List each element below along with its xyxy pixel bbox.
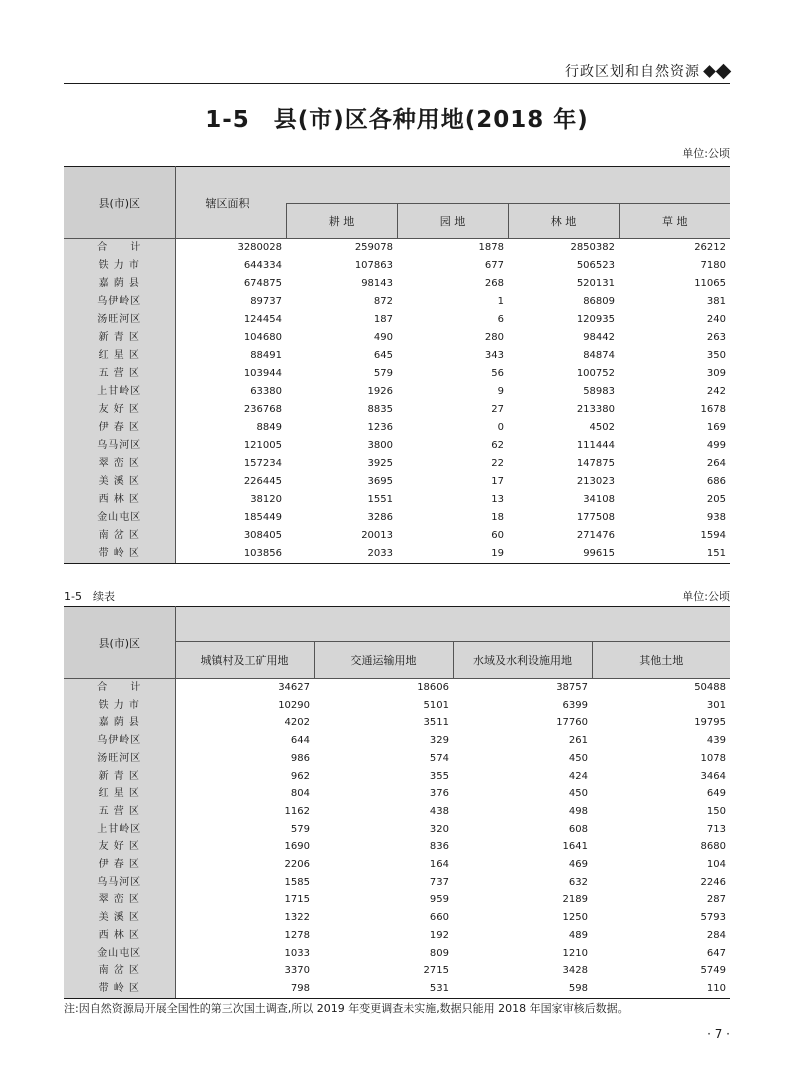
table-row: [64, 401, 730, 419]
value-cell: 8849: [256, 422, 282, 433]
value-cell: 579: [290, 823, 310, 835]
value-cell: 320: [429, 823, 449, 835]
value-cell: 2033: [286, 545, 397, 564]
value-cell: 376: [429, 788, 449, 800]
value-cell: 9: [497, 386, 504, 397]
value-cell: 350: [706, 350, 726, 361]
land-use-table-continued: [64, 606, 730, 999]
value-cell: 1641: [562, 841, 588, 853]
value-cell: 2715: [423, 965, 449, 977]
value-cell: 438: [429, 805, 449, 817]
value-cell: 103944: [243, 368, 282, 379]
row-name-cell: 伊 春 区: [64, 419, 175, 437]
value-cell: 809: [429, 947, 449, 959]
value-cell: 1236: [367, 422, 393, 433]
col-header: 水域及水利设施用地: [453, 642, 592, 679]
value-cell: 84874: [583, 350, 615, 361]
value-cell: 4502: [589, 422, 615, 433]
table2-unit: 单位:公顷: [682, 590, 730, 603]
value-cell: 86809: [583, 296, 615, 307]
value-cell: 1678: [700, 404, 726, 415]
value-cell: 20013: [361, 530, 393, 541]
table-row: [64, 945, 730, 963]
value-cell: 3511: [423, 717, 449, 729]
value-cell: 261: [568, 735, 588, 747]
value-cell: 3370: [284, 965, 310, 977]
diamond-icon: [703, 65, 716, 78]
value-cell: 2206: [284, 859, 310, 871]
table-row: [64, 437, 730, 455]
value-cell: 104680: [243, 332, 282, 343]
value-cell: 88491: [250, 350, 282, 361]
row-name-cell: 南 岔 区: [64, 527, 175, 545]
row-name-cell: 翠 峦 区: [64, 891, 175, 909]
value-cell: 1078: [700, 752, 726, 764]
value-cell: 18: [491, 512, 504, 523]
table-row: [64, 383, 730, 401]
value-cell: 301: [706, 699, 726, 711]
value-cell: 308405: [243, 530, 282, 541]
value-cell: 804: [290, 788, 310, 800]
table-row: [64, 545, 730, 564]
col-header: 草 地: [619, 204, 730, 239]
value-cell: 3428: [562, 965, 588, 977]
value-cell: 100752: [576, 368, 615, 379]
value-cell: 959: [429, 894, 449, 906]
table-row: [64, 909, 730, 927]
value-cell: 2850382: [508, 239, 619, 258]
value-cell: 7180: [700, 260, 726, 271]
value-cell: 309: [706, 368, 726, 379]
table-row: [64, 473, 730, 491]
value-cell: 259078: [286, 239, 397, 258]
value-cell: 1162: [284, 805, 310, 817]
value-cell: 645: [373, 350, 393, 361]
value-cell: 205: [706, 494, 726, 505]
row-name-cell: 乌伊岭区: [64, 293, 175, 311]
value-cell: 264: [706, 458, 726, 469]
table-row: [64, 874, 730, 892]
value-cell: 381: [706, 296, 726, 307]
col-header: 其他土地: [592, 642, 730, 679]
value-cell: 608: [568, 823, 588, 835]
table-row: [64, 856, 730, 874]
value-cell: 986: [290, 752, 310, 764]
value-cell: 1: [497, 296, 504, 307]
value-cell: 99615: [508, 545, 619, 564]
value-cell: 63380: [250, 386, 282, 397]
value-cell: 18606: [314, 679, 453, 697]
value-cell: 737: [429, 876, 449, 888]
value-cell: 192: [429, 929, 449, 941]
diamond-icon: [716, 63, 732, 79]
value-cell: 185449: [243, 512, 282, 523]
table-row: [64, 311, 730, 329]
value-cell: 0: [497, 422, 504, 433]
table-row: [64, 509, 730, 527]
row-name-cell: 美 溪 区: [64, 473, 175, 491]
row-name-cell: 五 营 区: [64, 803, 175, 821]
value-cell: 1551: [367, 494, 393, 505]
value-cell: 2189: [562, 894, 588, 906]
value-cell: 2246: [700, 876, 726, 888]
value-cell: 329: [429, 735, 449, 747]
value-cell: 450: [568, 752, 588, 764]
value-cell: 164: [429, 859, 449, 871]
row-name-cell: 汤旺河区: [64, 750, 175, 768]
table-row: [64, 750, 730, 768]
value-cell: 489: [568, 929, 588, 941]
value-cell: 520131: [576, 278, 615, 289]
col-header: 园 地: [397, 204, 508, 239]
value-cell: 157234: [243, 458, 282, 469]
row-name-cell: 乌伊岭区: [64, 732, 175, 750]
value-cell: 121005: [243, 440, 282, 451]
value-cell: 506523: [576, 260, 615, 271]
value-cell: 1322: [284, 912, 310, 924]
value-cell: 343: [484, 350, 504, 361]
value-cell: 5749: [700, 965, 726, 977]
value-cell: 1690: [284, 841, 310, 853]
value-cell: 836: [429, 841, 449, 853]
row-name-cell: 乌马河区: [64, 437, 175, 455]
table-row: [64, 347, 730, 365]
value-cell: 98143: [361, 278, 393, 289]
rowhead-label: 县(市)区: [64, 167, 175, 239]
value-cell: 574: [429, 752, 449, 764]
value-cell: 17: [491, 476, 504, 487]
value-cell: 280: [484, 332, 504, 343]
value-cell: 686: [706, 476, 726, 487]
value-cell: 89737: [250, 296, 282, 307]
value-cell: 6399: [562, 699, 588, 711]
value-cell: 8835: [367, 404, 393, 415]
header-rule: [64, 83, 730, 84]
value-cell: 17760: [556, 717, 588, 729]
table-row: [64, 821, 730, 839]
table-row: [64, 239, 730, 258]
table-row: [64, 697, 730, 715]
value-cell: 111444: [576, 440, 615, 451]
row-name-cell: 嘉 荫 县: [64, 275, 175, 293]
value-cell: 1878: [397, 239, 508, 258]
table-row: [64, 714, 730, 732]
value-cell: 598: [453, 980, 592, 998]
row-name-cell: 乌马河区: [64, 874, 175, 892]
value-cell: 579: [373, 368, 393, 379]
value-cell: 962: [290, 770, 310, 782]
value-cell: 469: [568, 859, 588, 871]
table-row: [64, 927, 730, 945]
value-cell: 8680: [700, 841, 726, 853]
table-row: [64, 275, 730, 293]
value-cell: 287: [706, 894, 726, 906]
row-name-cell: 合 计: [64, 679, 175, 697]
value-cell: 187: [373, 314, 393, 325]
chapter-header: [557, 58, 729, 84]
value-cell: 644334: [243, 260, 282, 271]
value-cell: 147875: [576, 458, 615, 469]
value-cell: 649: [706, 788, 726, 800]
value-cell: 104: [706, 859, 726, 871]
value-cell: 236768: [243, 404, 282, 415]
value-cell: 124454: [243, 314, 282, 325]
value-cell: 56: [491, 368, 504, 379]
table-row: [64, 419, 730, 437]
value-cell: 19795: [694, 717, 726, 729]
value-cell: 11065: [694, 278, 726, 289]
rowhead-label: 县(市)区: [64, 607, 175, 679]
value-cell: 62: [491, 440, 504, 451]
value-cell: 3464: [700, 770, 726, 782]
value-cell: 10290: [278, 699, 310, 711]
table-row: [64, 491, 730, 509]
value-cell: 1278: [284, 929, 310, 941]
row-name-cell: 带 岭 区: [64, 545, 175, 564]
row-name-cell: 红 星 区: [64, 785, 175, 803]
row-name-cell: 金山屯区: [64, 945, 175, 963]
value-cell: 110: [592, 980, 730, 998]
row-name-cell: 美 溪 区: [64, 909, 175, 927]
table-row: [64, 329, 730, 347]
value-cell: 284: [706, 929, 726, 941]
value-cell: 271476: [576, 530, 615, 541]
value-cell: 34627: [175, 679, 314, 697]
table-row: [64, 455, 730, 473]
value-cell: 22: [491, 458, 504, 469]
row-name-cell: 嘉 荫 县: [64, 714, 175, 732]
value-cell: 713: [706, 823, 726, 835]
table-row: [64, 962, 730, 980]
table-row: [64, 803, 730, 821]
table-row: [64, 891, 730, 909]
table-row: [64, 768, 730, 786]
value-cell: 3280028: [175, 239, 286, 258]
value-cell: 240: [706, 314, 726, 325]
row-name-cell: 上甘岭区: [64, 821, 175, 839]
value-cell: 632: [568, 876, 588, 888]
value-cell: 424: [568, 770, 588, 782]
value-cell: 13: [491, 494, 504, 505]
row-name-cell: 铁 力 市: [64, 697, 175, 715]
value-cell: 450: [568, 788, 588, 800]
value-cell: 5793: [700, 912, 726, 924]
value-cell: 38757: [453, 679, 592, 697]
value-cell: 120935: [576, 314, 615, 325]
value-cell: 938: [706, 512, 726, 523]
row-name-cell: 友 好 区: [64, 401, 175, 419]
row-name-cell: 伊 春 区: [64, 856, 175, 874]
row-name-cell: 红 星 区: [64, 347, 175, 365]
page-title: 1-5 县(市)区各种用地(2018 年): [205, 107, 589, 133]
value-cell: 27: [491, 404, 504, 415]
value-cell: 58983: [583, 386, 615, 397]
value-cell: 644: [290, 735, 310, 747]
value-cell: 660: [429, 912, 449, 924]
row-name-cell: 翠 峦 区: [64, 455, 175, 473]
value-cell: 674875: [243, 278, 282, 289]
table2-label: 1-5 续表: [64, 590, 115, 603]
col-header: 耕 地: [286, 204, 397, 239]
value-cell: 1250: [562, 912, 588, 924]
chapter-title: 行政区划和自然资源: [565, 64, 700, 80]
value-cell: 1585: [284, 876, 310, 888]
value-cell: 3925: [367, 458, 393, 469]
value-cell: 38120: [250, 494, 282, 505]
row-name-cell: 新 青 区: [64, 768, 175, 786]
value-cell: 6: [497, 314, 504, 325]
value-cell: 263: [706, 332, 726, 343]
value-cell: 531: [314, 980, 453, 998]
table-row: [64, 365, 730, 383]
table-row: [64, 732, 730, 750]
value-cell: 213023: [576, 476, 615, 487]
table1-unit: 单位:公顷: [682, 147, 730, 160]
row-name-cell: 上甘岭区: [64, 383, 175, 401]
value-cell: 3800: [367, 440, 393, 451]
row-name-cell: 带 岭 区: [64, 980, 175, 998]
value-cell: 177508: [576, 512, 615, 523]
row-name-cell: 合 计: [64, 239, 175, 258]
row-name-cell: 南 岔 区: [64, 962, 175, 980]
table-row: [64, 838, 730, 856]
footnote: 注:因自然资源局开展全国性的第三次国土调查,所以 2019 年变更调查未实施,数据只能用 2018 年国家审核后数据。: [64, 1002, 629, 1015]
value-cell: 151: [619, 545, 730, 564]
col-header: 交通运输用地: [314, 642, 453, 679]
value-cell: 677: [484, 260, 504, 271]
value-cell: 98442: [583, 332, 615, 343]
value-cell: 5101: [423, 699, 449, 711]
table-row: [64, 527, 730, 545]
row-name-cell: 汤旺河区: [64, 311, 175, 329]
value-cell: 150: [706, 805, 726, 817]
value-cell: 169: [706, 422, 726, 433]
value-cell: 499: [706, 440, 726, 451]
row-name-cell: 新 青 区: [64, 329, 175, 347]
area-header: 辖区面积: [175, 167, 286, 239]
value-cell: 1926: [367, 386, 393, 397]
row-name-cell: 西 林 区: [64, 927, 175, 945]
row-name-cell: 友 好 区: [64, 838, 175, 856]
table-row: [64, 785, 730, 803]
value-cell: 798: [175, 980, 314, 998]
value-cell: 103856: [175, 545, 286, 564]
row-name-cell: 金山屯区: [64, 509, 175, 527]
value-cell: 355: [429, 770, 449, 782]
table-row: [64, 257, 730, 275]
table-row: [64, 679, 730, 697]
value-cell: 3695: [367, 476, 393, 487]
row-name-cell: 五 营 区: [64, 365, 175, 383]
value-cell: 213380: [576, 404, 615, 415]
col-header: 林 地: [508, 204, 619, 239]
row-name-cell: 西 林 区: [64, 491, 175, 509]
value-cell: 490: [373, 332, 393, 343]
value-cell: 242: [706, 386, 726, 397]
value-cell: 3286: [367, 512, 393, 523]
value-cell: 1210: [562, 947, 588, 959]
page-number: · 7 ·: [707, 1027, 730, 1041]
value-cell: 4202: [284, 717, 310, 729]
table-row: [64, 293, 730, 311]
value-cell: 19: [397, 545, 508, 564]
value-cell: 268: [484, 278, 504, 289]
value-cell: 226445: [243, 476, 282, 487]
value-cell: 1594: [700, 530, 726, 541]
value-cell: 647: [706, 947, 726, 959]
value-cell: 872: [373, 296, 393, 307]
value-cell: 1715: [284, 894, 310, 906]
table-row: [64, 980, 730, 998]
value-cell: 60: [491, 530, 504, 541]
value-cell: 26212: [619, 239, 730, 258]
value-cell: 439: [706, 735, 726, 747]
value-cell: 498: [568, 805, 588, 817]
value-cell: 1033: [284, 947, 310, 959]
value-cell: 34108: [583, 494, 615, 505]
land-use-table: [64, 166, 730, 564]
value-cell: 50488: [592, 679, 730, 697]
row-name-cell: 铁 力 市: [64, 257, 175, 275]
value-cell: 107863: [354, 260, 393, 271]
col-header: 城镇村及工矿用地: [175, 642, 314, 679]
